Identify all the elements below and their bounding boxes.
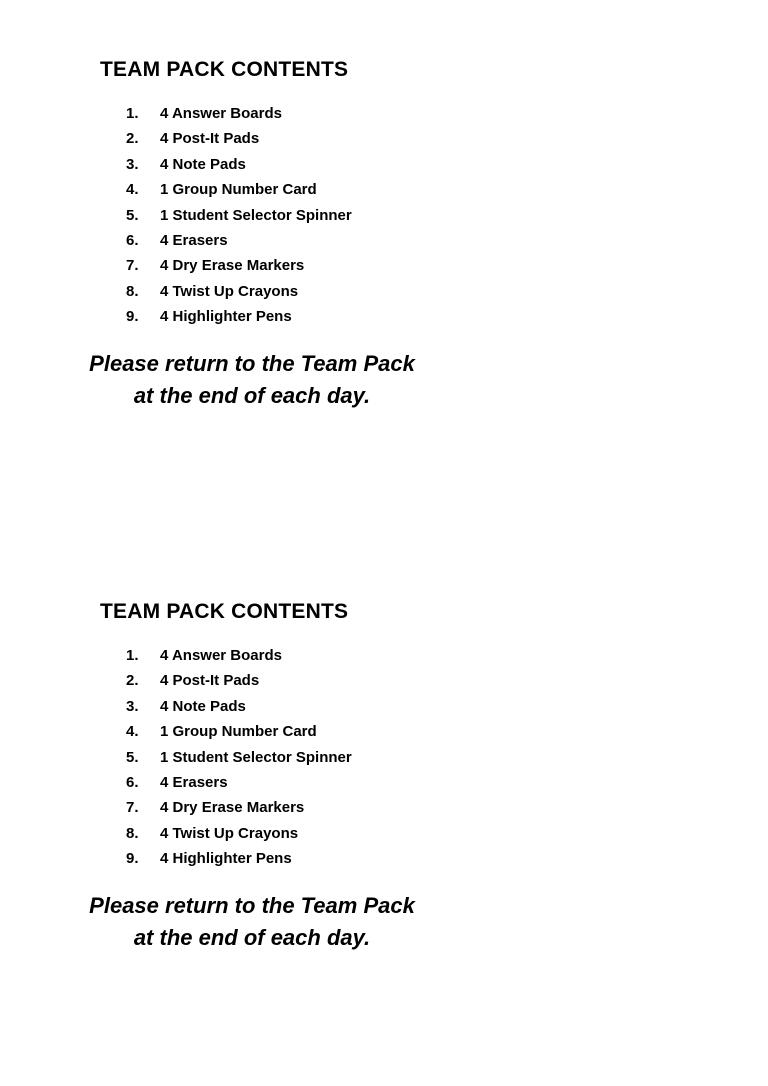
return-note-line-1: Please return to the Team Pack [89,351,415,376]
item-text: 4 Answer Boards [160,647,282,664]
item-number: 8. [126,282,139,300]
item-text: 4 Post-It Pads [160,130,260,148]
item-number: 9. [126,850,139,868]
item-number: 6. [126,773,139,791]
item-number: 7. [126,257,139,275]
section-title: TEAM PACK CONTENTS [100,600,349,623]
item-number: 1. [126,105,139,122]
item-number: 2. [126,130,139,148]
item-text: 4 Highlighter Pens [160,308,292,326]
item-number: 3. [126,697,139,715]
item-text: 4 Dry Erase Markers [160,799,305,817]
item-text: 4 Note Pads [160,155,246,173]
item-text: 4 Answer Boards [160,105,282,122]
section-title: TEAM PACK CONTENTS [100,58,349,81]
item-text: 1 Student Selector Spinner [160,206,352,224]
item-text: 1 Group Number Card [160,723,317,741]
return-note-line-1: Please return to the Team Pack [89,893,415,918]
item-text: 4 Post-It Pads [160,672,260,690]
item-text: 4 Twist Up Crayons [160,282,299,300]
return-note-line-2: at the end of each day. [133,383,371,408]
item-text: 4 Erasers [160,231,228,249]
item-text: 4 Highlighter Pens [160,850,292,868]
item-number: 6. [126,231,139,249]
item-number: 9. [126,308,139,326]
item-number: 2. [126,672,139,690]
return-note-line-2: at the end of each day. [133,925,371,950]
item-text: 4 Dry Erase Markers [160,257,305,275]
return-note [82,890,422,954]
item-text: 1 Student Selector Spinner [160,748,352,766]
item-number: 5. [126,748,139,766]
item-number: 4. [126,181,139,199]
item-number: 3. [126,155,139,173]
item-number: 4. [126,723,139,741]
item-number: 1. [126,647,139,664]
item-number: 5. [126,206,139,224]
item-number: 8. [126,824,139,842]
item-number: 7. [126,799,139,817]
return-note [82,348,422,412]
item-text: 4 Note Pads [160,697,246,715]
item-text: 4 Erasers [160,773,228,791]
item-text: 1 Group Number Card [160,181,317,199]
item-text: 4 Twist Up Crayons [160,824,299,842]
